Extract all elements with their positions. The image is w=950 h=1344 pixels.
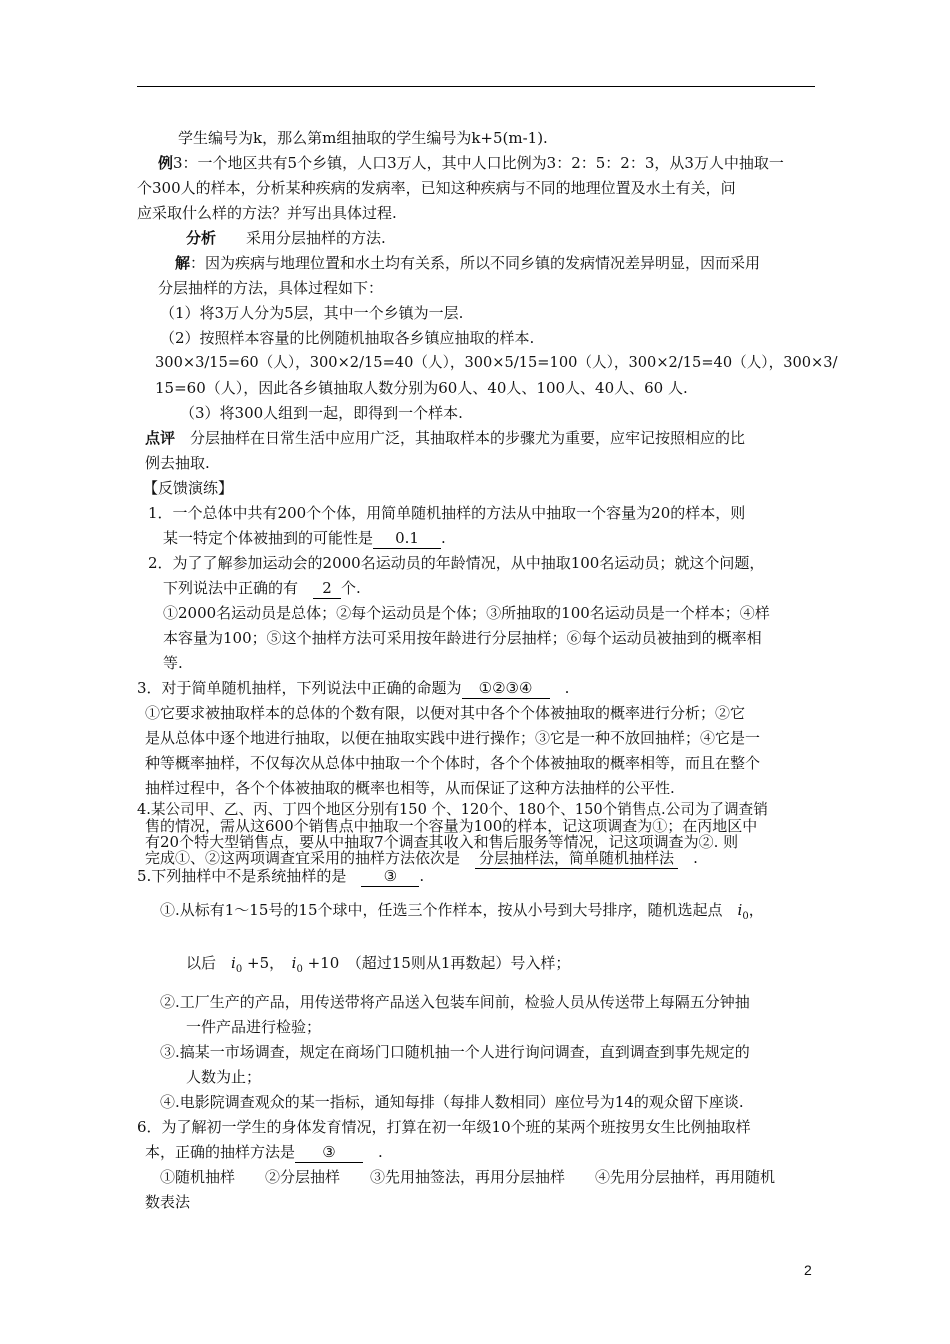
analysis-text: 采用分层抽样的方法. [246,229,386,247]
q3-answer: ①②③④ [462,678,550,699]
q6-line2 [145,1142,383,1163]
solution-line2: 分层抽样的方法，具体过程如下： [158,279,384,297]
header-rule [137,86,815,87]
intro-line: 学生编号为k，那么第m组抽取的学生编号为k+5(m-1). [178,129,548,147]
q5-opt1-line2: 以后 $i_0 +5$， $i_0 +10$ （超过15则从1再数起）号入样； [186,954,571,975]
q5-line1 [137,866,424,887]
comment-line2: 例去抽取. [145,454,210,472]
q6-line3: ①随机抽样 ②分层抽样 ③先用抽签法，再用分层抽样 ④先用分层抽样，再用随机 [160,1168,776,1186]
comment-line1 [145,428,745,448]
analysis-label: 分析 [186,229,217,247]
example-label: 例 [158,154,174,172]
q2-line5: 等. [163,654,183,672]
q5-opt1-after: 以后 [186,954,217,972]
q6-answer: ③ [295,1142,363,1163]
q5-answer: ③ [361,866,419,887]
solution-calc1: 300×3/15=60（人），300×2/15=40（人），300×5/15=100（人），300×2/15=40（人），300×3/ [155,354,838,371]
solution-line1 [175,253,760,273]
q5-opt2-line2: 一件产品进行检验； [186,1018,322,1036]
q6-line1: 6．为了解初一学生的身体发育情况，打算在初一年级10个班的某两个班按男女生比例抽取样 [137,1118,751,1136]
comment-label: 点评 [145,429,176,447]
q1-line2 [163,528,446,549]
q1-end: . [441,529,446,547]
q5-opt1-comma: ， [748,901,764,919]
example3-line3: 应采取什么样的方法？并写出具体过程. [137,204,397,222]
q4-answer: 分层抽样法，简单随机抽样法 [475,848,678,869]
analysis-line [186,228,386,248]
q1-line1: 1．一个总体中共有200个个体，用简单随机抽样的方法从中抽取一个容量为20的样本，则 [148,504,746,522]
expr1-var: i [231,954,236,972]
section-title: 【反馈演练】 [143,479,234,497]
q4-end: . [693,849,698,867]
example3-line1 [158,153,784,173]
expr1-plus: +5 [247,954,270,972]
var-sub: 0 [742,911,749,922]
expr2-plus: +10 [307,954,340,972]
solution-step3: （3）将300人组到一起，即得到一个样本. [180,404,463,422]
q5-opt1-expr2 [291,954,340,975]
expr1-sub: 0 [235,964,243,975]
q3-line4: 种等概率抽样，不仅每次从总体中抽取一个个体时，各个个体被抽取的概率相等，而且在整个 [145,754,761,772]
solution-text1: ：因为疾病与地理位置和水土均有关系，所以不同乡镇的发病情况差异明显，因而采用 [190,254,761,272]
q5-end: . [419,867,425,885]
q3-line3: 是从总体中逐个地进行抽取，以便在抽取实践中进行操作；③它是一种不放回抽样；④它是一 [145,729,761,747]
q6-text: 本，正确的抽样方法是 [145,1143,296,1161]
q5-opt1-expr1 [231,954,270,975]
expr2-var: i [291,954,297,972]
q1-text: 某一特定个体被抽到的可能性是 [163,529,374,547]
q4-line1: 4.某公司甲、乙、丙、丁四个地区分别有150 个、120个、180个、150个销售点.公司为了调查销 [137,801,768,818]
q5-opt4: ④.电影院调查观众的某一指标，通知每排（每排人数相同）座位号为14的观众留下座谈. [160,1093,744,1111]
solution-label: 解 [175,254,191,272]
q4-line2: 售的情况，需从这600个销售点中抽取一个容量为100的样本，记这项调查为①；在丙地区中 [145,817,758,835]
q1-answer: 0.1 [373,528,441,549]
q3-line5: 抽样过程中，各个个体被抽取的概率也相等，从而保证了这种方法抽样的公平性. [145,779,675,797]
example3-text1: 3：一个地区共有5个乡镇，人口3万人，其中人口比例为3：2：5：2：3，从3万人中抽取一 [173,154,784,172]
q2-answer: 2 [313,578,341,599]
q2-line1: 2．为了了解参加运动会的2000名运动员的年龄情况，从中抽取100名运动员；就这个问题， [148,554,765,572]
q3-end: . [564,679,570,697]
q2-line4: 本容量为100；⑤这个抽样方法可采用按年龄进行分层抽样；⑥每个运动员被抽到的概率相 [163,629,762,647]
solution-step1: （1）将3万人分为5层，其中一个乡镇为一层. [160,304,464,322]
page-number: 2 [804,1262,812,1278]
solution-step2: （2）按照样本容量的比例随机抽取各乡镇应抽取的样本. [160,329,535,347]
q5-opt2-line1: ②.工厂生产的产品，用传送带将产品送入包装车间前，检验人员从传送带上每隔五分钟抽 [160,993,750,1011]
q3-line1 [137,678,569,699]
q5-opt1-tail: （超过15则从1再数起）号入样； [354,954,571,972]
q2-text: 下列说法中正确的有 [163,579,299,597]
q5-opt1-var [737,901,749,922]
q5-opt3-line2: 人数为止； [186,1068,262,1086]
q2-line2 [163,578,361,599]
var-i: i [737,901,743,919]
q4-text: 完成①、②这两项调查宜采用的抽样方法依次是 [145,849,461,867]
q5-text: 5.下列抽样中不是系统抽样的是 [137,867,347,885]
q6-end: . [378,1143,383,1161]
q2-line3: ①2000名运动员是总体；②每个运动员是个体；③所抽取的100名运动员是一个样本；④样 [163,604,770,622]
q3-text: 3．对于简单随机抽样，下列说法中正确的命题为 [137,679,462,697]
q3-line2: ①它要求被抽取样本的总体的个数有限，以便对其中各个个体被抽取的概率进行分析；②它 [145,704,746,722]
comment-text1: 分层抽样在日常生活中应用广泛，其抽取样本的步骤尤为重要，应牢记按照相应的比 [190,429,746,447]
example3-line2: 个300人的样本，分析某种疾病的发病率，已知这种疾病与不同的地理位置及水土有关，问 [137,179,736,197]
q5-opt1-text: ①.从标有1～15号的15个球中，任选三个作样本，按从小号到大号排序，随机选起点 [160,901,723,919]
q5-opt3-line1: ③.搞某一市场调查，规定在商场门口随机抽一个人进行询问调查，直到调查到事先规定的 [160,1043,750,1061]
q6-line4: 数表法 [145,1193,191,1211]
q5-opt1-line1 [160,900,764,923]
expr2-sub: 0 [296,964,303,975]
solution-calc2: 15=60（人），因此各乡镇抽取人数分别为60人、40人、100人、40人、60 人. [155,379,688,397]
q4-line3: 有20个特大型销售点，要从中抽取7个调查其收入和售后服务等情况，记这项调查为②. 则 [145,833,739,851]
q2-end: 个. [341,579,361,597]
